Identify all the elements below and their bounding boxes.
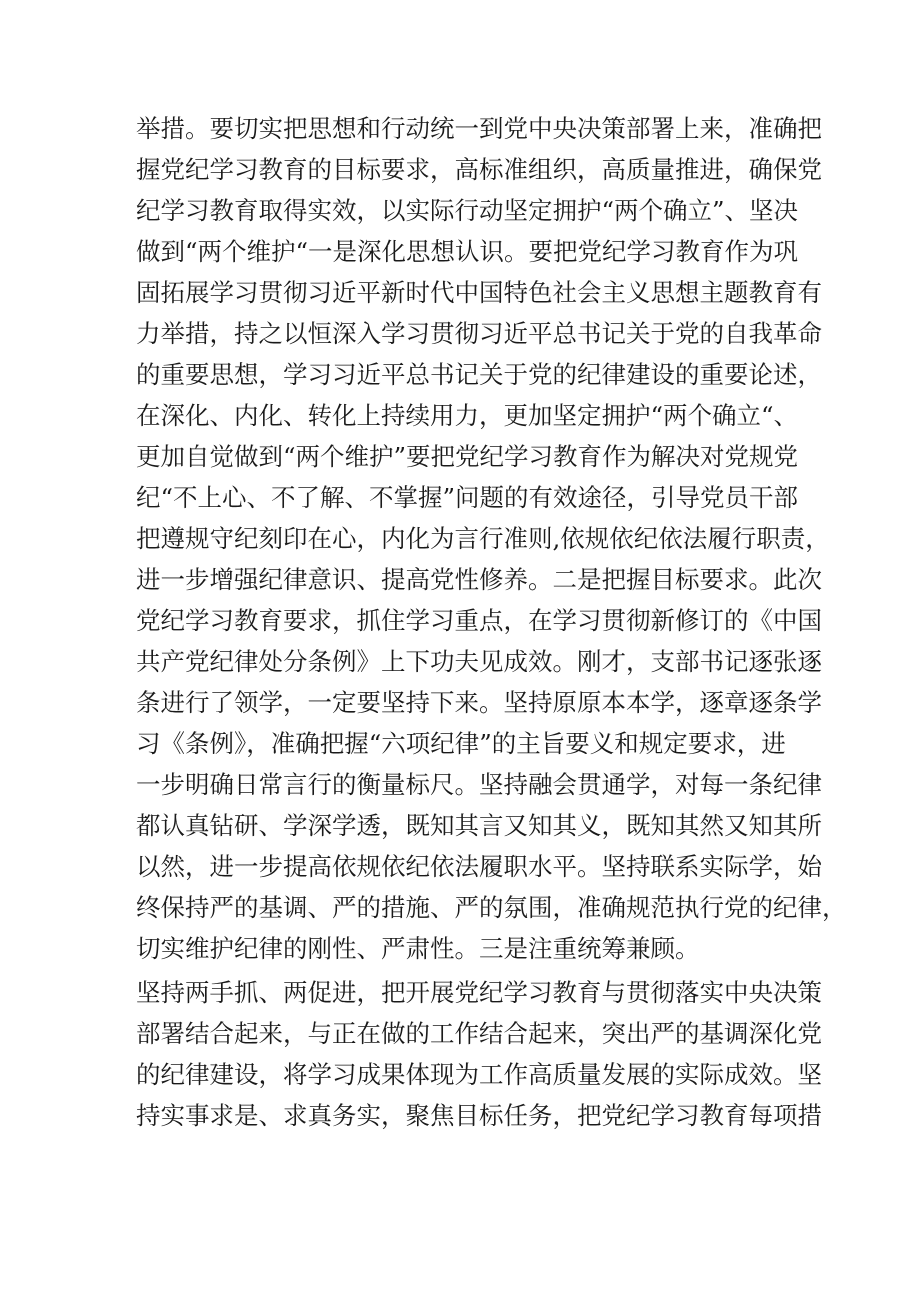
text-line: 进一步增强纪律意识、提高党性修养。二是把握目标要求。此次 bbox=[136, 565, 822, 594]
text-line: 部署结合起来，与正在做的工作结合起来，突出严的基调深化党 bbox=[136, 1019, 822, 1048]
text-line: 做到“两个维护“一是深化思想认识。要把党纪学习教育作为巩 bbox=[136, 237, 799, 266]
text-line: 把遵规守纪刻印在心，内化为言行准则,依规依纪依法履行职责， bbox=[136, 524, 830, 553]
text-line: 持实事求是、求真务实，聚焦目标任务，把党纪学习教育每项措 bbox=[136, 1101, 822, 1130]
text-line: 都认真钻研、学深学透，既知其言又知其义，既知其然又知其所 bbox=[136, 811, 822, 840]
text-line: 更加自觉做到“两个维护”要把党纪学习教育作为解决对党规党 bbox=[136, 442, 799, 471]
text-line: 纪学习教育取得实效，以实际行动坚定拥护“两个确立”、坚决 bbox=[136, 196, 799, 225]
text-line: 固拓展学习贯彻习近平新时代中国特色社会主义思想主题教育有 bbox=[136, 278, 822, 307]
text-line: 握党纪学习教育的目标要求，高标准组织，高质量推进，确保党 bbox=[136, 155, 822, 184]
text-line: 力举措，持之以恒深入学习贯彻习近平总书记关于党的自我革命 bbox=[136, 319, 822, 348]
text-line: 一步明确日常言行的衡量标尺。坚持融会贯通学，对每一条纪律 bbox=[136, 770, 822, 799]
text-line: 在深化、内化、转化上持续用力，更加坚定拥护“两个确立“、 bbox=[136, 401, 799, 430]
text-line: 习《条例》，准确把握“六项纪律”的主旨要义和规定要求，进 bbox=[136, 729, 786, 758]
text-line: 举措。要切实把思想和行动统一到党中央决策部署上来，准确把 bbox=[136, 114, 822, 143]
text-line: 的重要思想，学习习近平总书记关于党的纪律建设的重要论述， bbox=[136, 360, 822, 389]
text-line: 切实维护纪律的刚性、严肃性。三是注重统筹兼顾。 bbox=[136, 934, 700, 963]
text-line: 条进行了领学，一定要坚持下来。坚持原原本本学，逐章逐条学 bbox=[136, 688, 822, 717]
text-line: 终保持严的基调、严的措施、严的氛围，准确规范执行党的纪律， bbox=[136, 893, 847, 922]
paragraph-1 bbox=[136, 108, 847, 969]
text-line: 党纪学习教育要求，抓住学习重点，在学习贯彻新修订的《中国 bbox=[136, 606, 822, 635]
paragraph-2 bbox=[136, 972, 822, 1136]
body-text bbox=[136, 108, 847, 1136]
text-line: 的纪律建设，将学习成果体现为工作高质量发展的实际成效。坚 bbox=[136, 1060, 822, 1089]
text-line: 坚持两手抓、两促进，把开展党纪学习教育与贯彻落实中央决策 bbox=[136, 978, 822, 1007]
text-line: 纪“不上心、不了解、不掌握”问题的有效途径，引导党员干部 bbox=[136, 483, 799, 512]
text-line: 以然，进一步提高依规依纪依法履职水平。坚持联系实际学，始 bbox=[136, 852, 822, 881]
text-line: 共产党纪律处分条例》上下功夫见成效。刚才，支部书记逐张逐 bbox=[136, 647, 822, 676]
